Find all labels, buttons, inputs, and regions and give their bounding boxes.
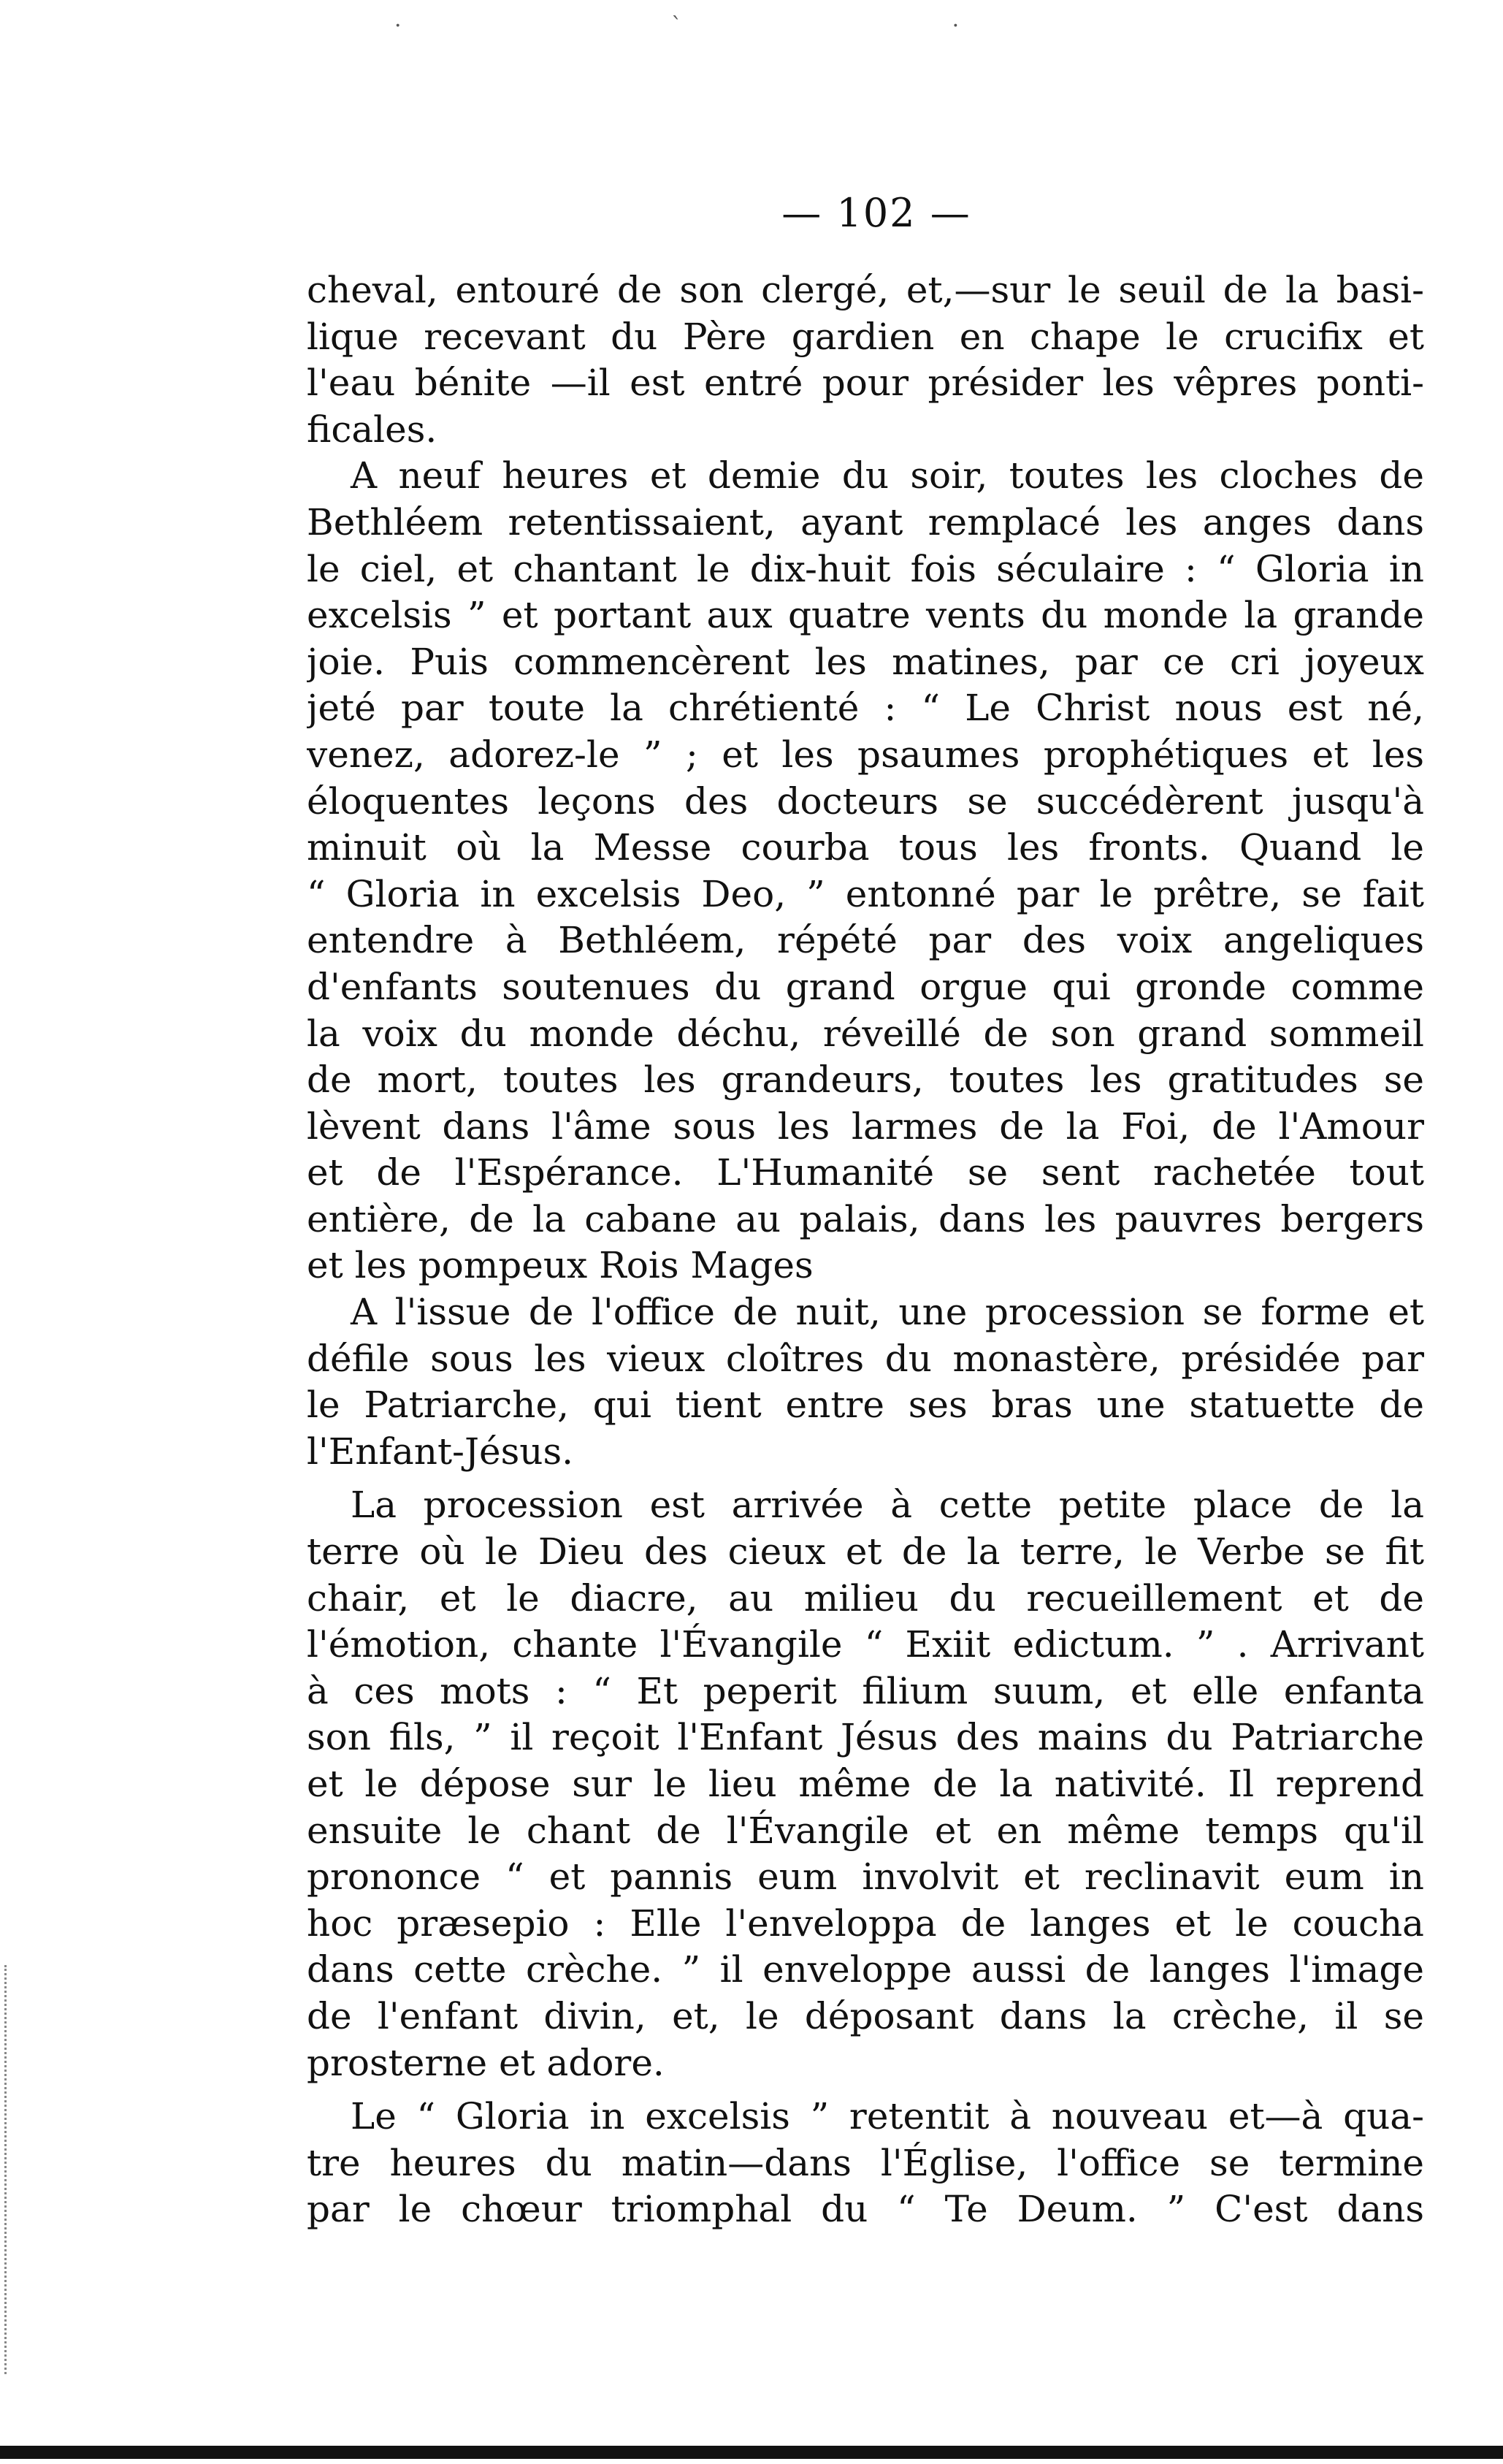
body-text: [307, 267, 1424, 2233]
text-line: excelsis ” et portant aux quatre vents du monde la grande: [307, 594, 1424, 637]
text-line: minuit où la Messe courba tous les fronts. Quand le: [307, 826, 1424, 869]
text-line: entendre à Bethléem, répété par des voix angeliques: [307, 919, 1424, 962]
text-line: éloquentes leçons des docteurs se succédèrent jusqu'à: [307, 779, 1424, 823]
text-line: dans cette crèche. ” il enveloppe aussi de langes l'image: [307, 1948, 1424, 1991]
text-line: cheval, entouré de son clergé, et,—sur le seuil de la basi-: [307, 269, 1424, 311]
text-line: hoc præsepio : Elle l'enveloppa de langes et le coucha: [307, 1902, 1424, 1945]
paragraph-gap: [307, 1475, 1424, 1482]
text-line: l'émotion, chante l'Évangile “ Exiit edictum. ” . Arrivant: [307, 1623, 1424, 1666]
page-number: — 102 —: [781, 190, 971, 236]
text-line: l'Enfant-Jésus.: [307, 1430, 573, 1473]
paragraph-gap: [307, 2086, 1424, 2094]
text-line: A neuf heures et demie du soir, toutes les cloches de: [351, 454, 1424, 497]
text-line: entière, de la cabane au palais, dans les pauvres bergers: [307, 1197, 1424, 1240]
text-line: et de l'Espérance. L'Humanité se sent rachetée tout: [307, 1151, 1424, 1194]
scan-specks: · ` ·: [394, 13, 1091, 39]
text-line: l'eau bénite —il est entré pour présider les vêpres ponti-: [307, 362, 1424, 405]
text-line: prosterne et adore.: [307, 2041, 665, 2084]
text-line: ensuite le chant de l'Évangile et en même temps qu'il: [307, 1809, 1424, 1852]
text-line: lèvent dans l'âme sous les larmes de la Foi, de l'Amour: [307, 1105, 1424, 1148]
text-line: et les pompeux Rois Mages: [307, 1244, 814, 1287]
text-line: jeté par toute la chrétienté : “ Le Christ nous est né,: [307, 687, 1424, 730]
text-line: son fils, ” il reçoit l'Enfant Jésus des mains du Patriarche: [307, 1716, 1424, 1759]
text-line: de mort, toutes les grandeurs, toutes les gratitudes se: [307, 1059, 1424, 1102]
text-line: A l'issue de l'office de nuit, une procession se forme et: [351, 1291, 1424, 1334]
scan-edge-marks: [4, 1965, 17, 2374]
text-line: par le chœur triomphal du “ Te Deum. ” C'est dans: [307, 2188, 1424, 2231]
text-line: Bethléem retentissaient, ayant remplacé les anges dans: [307, 500, 1424, 543]
text-line: Le “ Gloria in excelsis ” retentit à nouveau et—à qua-: [351, 2095, 1424, 2138]
text-line: de l'enfant divin, et, le déposant dans la crèche, il se: [307, 1994, 1424, 2037]
text-line: le ciel, et chantant le dix-huit fois séculaire : “ Gloria in: [307, 547, 1424, 590]
text-line: lique recevant du Père gardien en chape le crucifix et: [307, 315, 1424, 358]
text-line: ficales.: [307, 408, 437, 451]
scan-bottom-edge: [0, 2446, 1503, 2459]
text-line: “ Gloria in excelsis Deo, ” entonné par le prêtre, se fait: [307, 872, 1424, 915]
text-line: tre heures du matin—dans l'Église, l'office se termine: [307, 2141, 1424, 2184]
text-line: la voix du monde déchu, réveillé de son grand sommeil: [307, 1012, 1424, 1055]
text-line: venez, adorez-le ” ; et les psaumes prophétiques et les: [307, 733, 1424, 776]
text-line: La procession est arrivée à cette petite place de la: [351, 1484, 1424, 1527]
text-line: terre où le Dieu des cieux et de la terre, le Verbe se fit: [307, 1530, 1424, 1574]
text-line: chair, et le diacre, au milieu du recueillement et de: [307, 1576, 1424, 1620]
text-line: d'enfants soutenues du grand orgue qui gronde comme: [307, 965, 1424, 1008]
text-line: le Patriarche, qui tient entre ses bras une statuette de: [307, 1384, 1424, 1427]
text-line: prononce “ et pannis eum involvit et reclinavit eum in: [307, 1855, 1424, 1899]
text-line: à ces mots : “ Et peperit filium suum, et elle enfanta: [307, 1669, 1424, 1712]
text-line: défile sous les vieux cloîtres du monastère, présidée par: [307, 1337, 1424, 1380]
text-line: et le dépose sur le lieu même de la nativité. Il reprend: [307, 1763, 1424, 1805]
text-line: joie. Puis commencèrent les matines, par ce cri joyeux: [307, 640, 1424, 683]
